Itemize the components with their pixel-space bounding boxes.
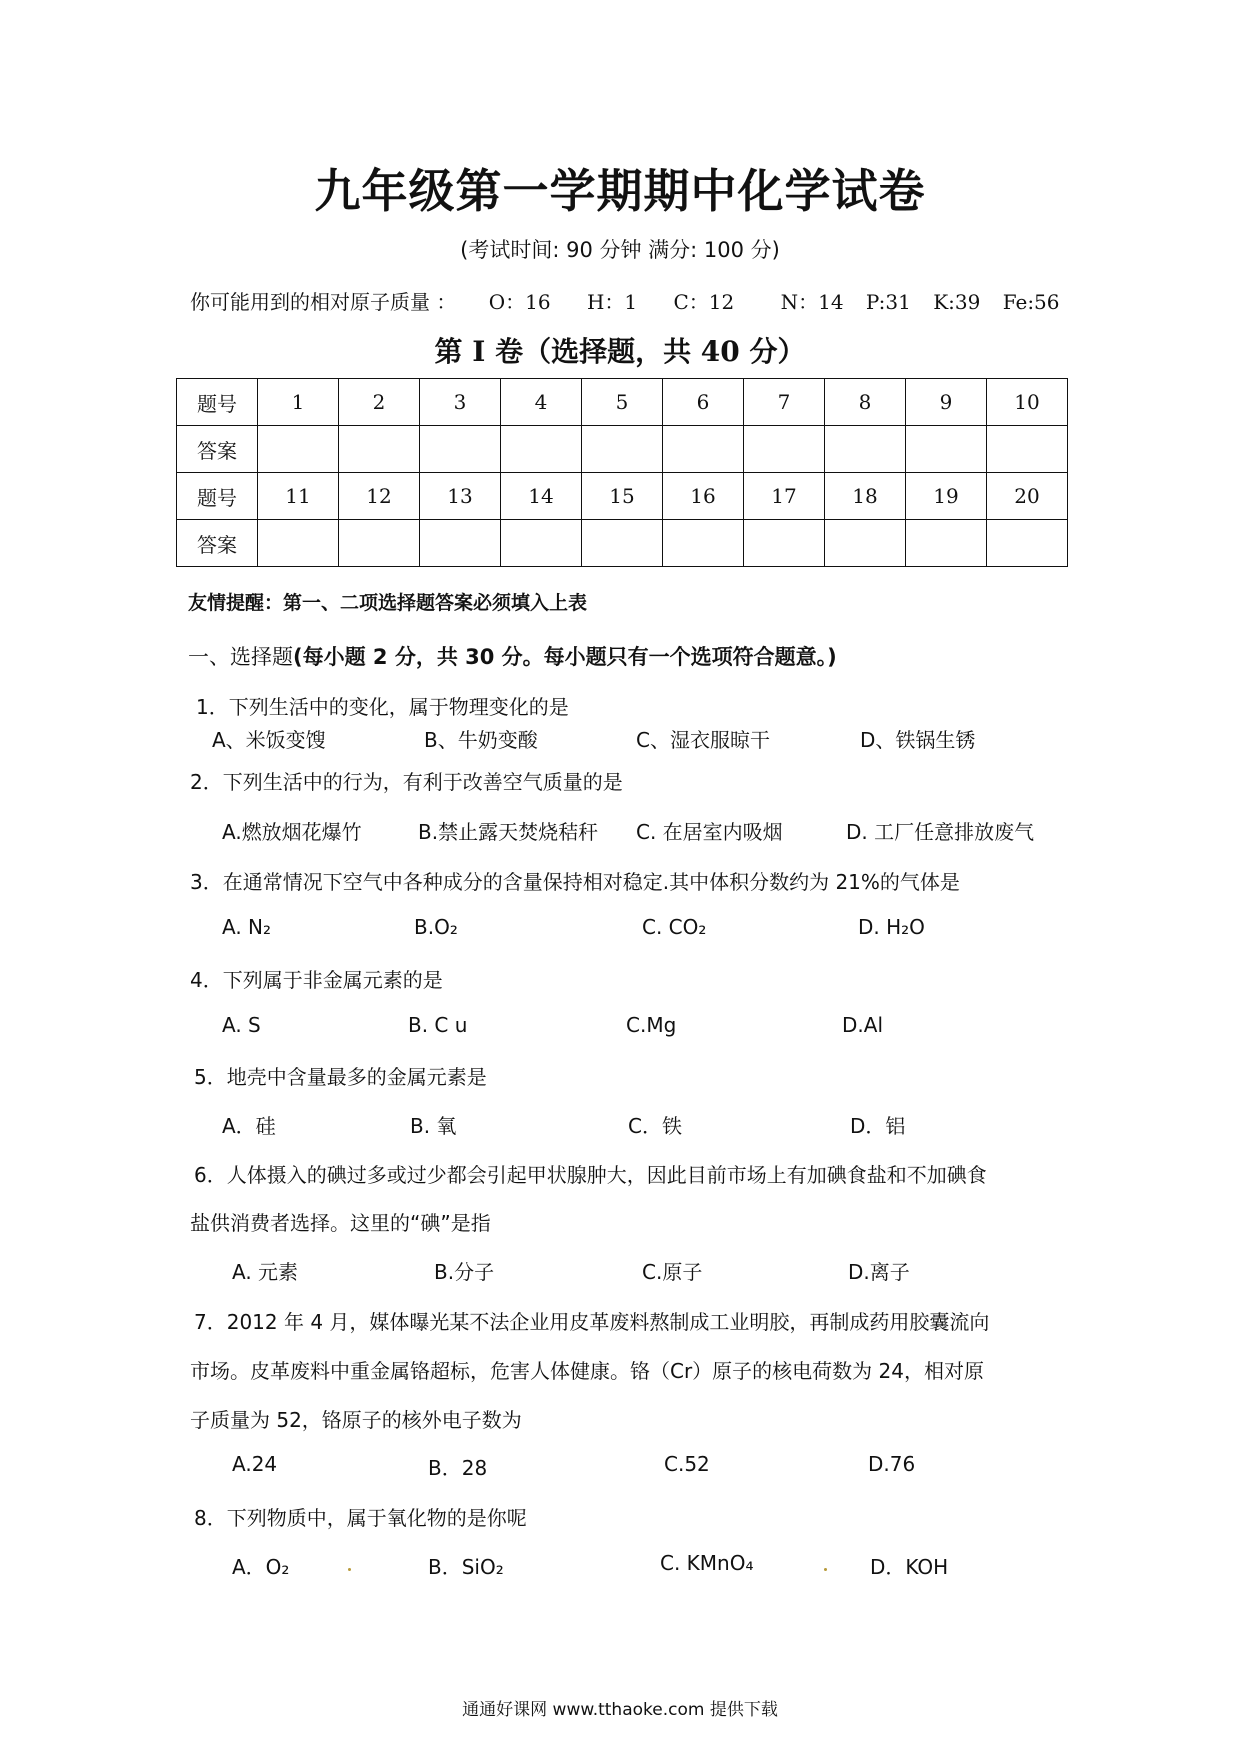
q6-option-b[interactable]: B.分子 [434,1260,495,1284]
question-number: 2 [339,379,420,426]
answer-cell[interactable] [339,520,420,567]
part-label: 一、选择题 [188,645,293,669]
q1-option-b[interactable]: B、牛奶变酸 [424,728,538,752]
question-number: 1 [258,379,339,426]
mass-k: K:39 [933,290,981,314]
answer-cell[interactable] [501,520,582,567]
q8-option-a[interactable]: A．O₂ [232,1555,290,1579]
q2-option-d[interactable]: D. 工厂任意排放废气 [846,820,1035,844]
q1-option-a[interactable]: A、米饭变馊 [212,728,326,752]
q2-option-a[interactable]: A.燃放烟花爆竹 [222,820,362,844]
exam-info: (考试时间: 90 分钟 满分: 100 分) [460,238,780,262]
answer-cell[interactable] [987,426,1068,473]
answer-cell[interactable] [339,426,420,473]
question-number: 15 [582,473,663,520]
answer-cell[interactable] [825,520,906,567]
answer-cell[interactable] [420,426,501,473]
question-number: 4 [501,379,582,426]
answer-cell[interactable] [744,520,825,567]
q3-option-d[interactable]: D. H₂O [858,915,925,939]
q2-option-b[interactable]: B.禁止露天焚烧秸秆 [418,820,599,844]
question-number: 5 [582,379,663,426]
row-label: 答案 [177,520,258,567]
question-number: 13 [420,473,501,520]
question-number: 10 [987,379,1068,426]
q7-option-d[interactable]: D.76 [868,1452,916,1476]
q4-option-b[interactable]: B. C u [408,1013,468,1037]
q5-option-d[interactable]: D．铝 [850,1114,906,1138]
row-label: 题号 [177,379,258,426]
question-number: 18 [825,473,906,520]
footer-source: 通通好课网 www.tthaoke.com 提供下载 [462,1700,778,1720]
question-number: 20 [987,473,1068,520]
q8-option-b[interactable]: B．SiO₂ [428,1555,504,1579]
q3-option-b[interactable]: B.O₂ [414,915,458,939]
question-number: 8 [825,379,906,426]
reminder-note: 友情提醒：第一、二项选择题答案必须填入上表 [188,592,588,614]
q4-option-d[interactable]: D.Al [842,1013,883,1037]
q8-option-c[interactable]: C. KMnO₄ [660,1551,754,1575]
question-8-stem: 8．下列物质中，属于氧化物的是你呢 [194,1506,527,1530]
question-number: 11 [258,473,339,520]
answer-cell[interactable] [825,426,906,473]
question-1-stem: 1．下列生活中的变化，属于物理变化的是 [196,695,569,719]
mass-c: C：12 [673,290,735,314]
question-number: 19 [906,473,987,520]
q5-option-b[interactable]: B. 氧 [410,1114,457,1138]
question-7-stem-line2: 市场。皮革废料中重金属铬超标，危害人体健康。铬（Cr）原子的核电荷数为 24，相对原 [190,1359,984,1383]
mass-n: N：14 [780,290,844,314]
masses-label: 你可能用到的相对原子质量 ： [190,290,457,314]
q8-option-d[interactable]: D．KOH [870,1555,949,1579]
question-number: 6 [663,379,744,426]
part-note: (每小题 2 分，共 30 分。每小题只有一个选项符合题意。) [293,645,837,669]
row-label: 题号 [177,473,258,520]
part-heading [188,641,837,671]
answer-cell[interactable] [663,426,744,473]
question-7-stem: 7．2012 年 4 月，媒体曝光某不法企业用皮革废料熬制成工业明胶，再制成药用胶囊流向 [194,1310,990,1334]
q4-option-a[interactable]: A. S [222,1013,261,1037]
answer-cell[interactable] [582,426,663,473]
mass-fe: Fe:56 [1002,290,1060,314]
question-number: 3 [420,379,501,426]
question-number: 12 [339,473,420,520]
question-3-stem: 3．在通常情况下空气中各种成分的含量保持相对稳定.其中体积分数约为 21%的气体是 [190,870,960,894]
mass-o: O：16 [488,290,551,314]
question-2-stem: 2．下列生活中的行为，有利于改善空气质量的是 [190,770,623,794]
q6-option-a[interactable]: A. 元素 [232,1260,299,1284]
question-number: 7 [744,379,825,426]
q5-option-a[interactable]: A．硅 [222,1114,276,1138]
q1-option-d[interactable]: D、铁锅生锈 [860,728,976,752]
q4-option-c[interactable]: C.Mg [626,1013,677,1037]
answer-cell[interactable] [420,520,501,567]
mass-h: H：1 [586,290,638,314]
question-7-stem-line3: 子质量为 52，铬原子的核外电子数为 [190,1408,522,1432]
table-row [177,520,1068,567]
answer-cell[interactable] [906,520,987,567]
speck-mark [348,1568,351,1571]
q1-option-c[interactable]: C、湿衣服晾干 [636,728,770,752]
question-6-stem-line2: 盐供消费者选择。这里的“碘”是指 [190,1211,491,1235]
question-4-stem: 4．下列属于非金属元素的是 [190,968,443,992]
page-title: 九年级第一学期期中化学试卷 [314,164,926,218]
table-row [177,473,1068,520]
q7-option-c[interactable]: C.52 [664,1452,710,1476]
question-number: 14 [501,473,582,520]
q6-option-d[interactable]: D.离子 [848,1260,910,1284]
question-number: 16 [663,473,744,520]
question-6-stem: 6．人体摄入的碘过多或过少都会引起甲状腺肿大，因此目前市场上有加碘食盐和不加碘食 [194,1163,987,1187]
answer-cell[interactable] [663,520,744,567]
answer-cell[interactable] [987,520,1068,567]
answer-cell[interactable] [258,520,339,567]
question-number: 17 [744,473,825,520]
question-5-stem: 5．地壳中含量最多的金属元素是 [194,1065,487,1089]
q6-option-c[interactable]: C.原子 [642,1260,703,1284]
answer-cell[interactable] [906,426,987,473]
q2-option-c[interactable]: C. 在居室内吸烟 [636,820,783,844]
atomic-masses [190,286,1060,315]
answer-cell[interactable] [744,426,825,473]
mass-p: P:31 [865,290,911,314]
q5-option-c[interactable]: C．铁 [628,1114,682,1138]
answer-cell[interactable] [258,426,339,473]
question-number: 9 [906,379,987,426]
q7-option-b[interactable]: B．28 [428,1456,488,1480]
q3-option-a[interactable]: A. N₂ [222,915,272,939]
q7-option-a[interactable]: A.24 [232,1452,278,1476]
table-row [177,379,1068,426]
speck-mark [824,1568,827,1571]
table-row [177,426,1068,473]
answer-cell[interactable] [582,520,663,567]
row-label: 答案 [177,426,258,473]
q3-option-c[interactable]: C. CO₂ [642,915,707,939]
answer-cell[interactable] [501,426,582,473]
section-heading: 第 I 卷（选择题，共 40 分） [434,335,806,368]
answer-table [176,378,1068,567]
